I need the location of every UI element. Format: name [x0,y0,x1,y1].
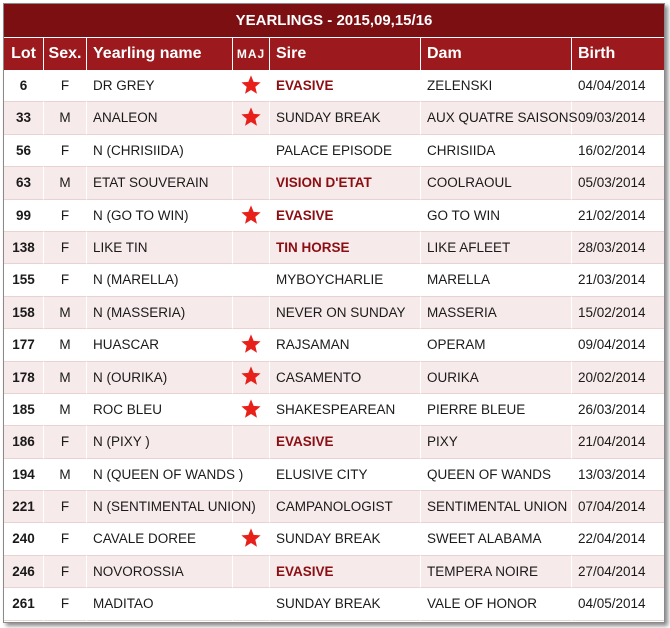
cell-sex-text: M [59,110,71,126]
cell-sex-text: M [59,401,71,417]
cell-lot [4,329,44,361]
table-row [4,135,664,167]
cell-lot-text: 138 [12,239,35,255]
cell-yearling-name-text: N (MARELLA) [93,272,179,288]
cell-lot [4,362,44,394]
table-row [4,426,664,458]
table-row [4,200,664,232]
cell-dam-text: QUEEN OF WANDS [427,466,552,482]
cell-yearling-name [87,329,233,361]
cell-birth [572,297,664,329]
cell-dam [421,329,572,361]
header-dam: Dam [421,38,572,70]
cell-yearling-name [87,426,233,458]
cell-birth-text: 04/04/2014 [578,78,646,93]
cell-birth [572,264,664,296]
cell-sire [270,556,421,588]
cell-birth [572,523,664,555]
table-row [4,167,664,199]
cell-birth-text: 05/03/2014 [578,175,646,191]
cell-sex-text: F [60,531,70,547]
cell-dam [421,70,572,102]
star-icon [240,527,262,549]
cell-sire [270,264,421,296]
cell-dam [421,297,572,329]
cell-sex-text: F [60,78,70,93]
cell-dam [421,264,572,296]
cell-lot [4,523,44,555]
cell-dam-text: ZELENSKI [427,78,493,93]
header-maj: MAJ [233,38,270,70]
cell-sex-text: F [60,499,70,515]
cell-sex-text: F [60,563,70,579]
table-row [4,329,664,361]
table-row [4,556,664,588]
header-sex: Sex. [44,38,87,70]
table-row [4,232,664,264]
cell-sex-text: M [59,466,71,482]
cell-sex [44,491,87,523]
cell-sex-text: F [60,272,70,288]
cell-birth [572,329,664,361]
star-icon [240,106,262,128]
cell-maj [233,264,270,296]
table-row [4,588,664,620]
cell-maj [233,167,270,199]
cell-lot [4,102,44,134]
header-birth: Birth [578,45,616,62]
cell-maj [233,459,270,491]
cell-sire-text: SHAKESPEAREAN [276,401,396,417]
cell-maj [233,70,270,102]
cell-birth [572,394,664,426]
cell-dam [421,102,578,134]
table-row [4,70,664,102]
table-title: YEARLINGS - 2015,09,15/16 [4,4,664,38]
cell-yearling-name [87,200,233,232]
cell-yearling-name-text: MADITAO [93,596,154,612]
cell-yearling-name [87,167,233,199]
cell-birth-text: 26/03/2014 [578,401,646,417]
cell-birth [572,200,664,232]
cell-sire-text: EVASIVE [276,78,334,93]
cell-sire-text: SUNDAY BREAK [276,531,381,547]
cell-yearling-name [87,459,244,491]
cell-birth [572,362,664,394]
cell-lot [4,135,44,167]
cell-sex-text: F [60,596,70,612]
cell-birth [572,426,664,458]
cell-sire [270,523,421,555]
cell-lot-text: 178 [12,369,35,385]
cell-dam-text: LIKE AFLEET [427,239,511,255]
cell-lot-text: 240 [12,531,35,547]
cell-sex-text: M [59,369,71,385]
cell-sire-text: ELUSIVE CITY [276,466,368,482]
cell-dam-text: MASSERIA [427,304,497,320]
cell-dam-text: COOLRAOUL [427,175,512,191]
cell-lot-text: 221 [12,499,35,515]
cell-dam-text: GO TO WIN [427,207,501,223]
cell-lot-text: 158 [12,304,35,320]
yearlings-table [3,3,665,623]
cell-sex [44,102,87,134]
star-icon [240,333,262,355]
cell-maj [233,394,270,426]
cell-sire [270,135,421,167]
cell-lot [4,264,44,296]
cell-sire-text: EVASIVE [276,563,334,579]
cell-sex [44,135,87,167]
cell-sex [44,200,87,232]
cell-dam-text: PIERRE BLEUE [427,401,526,417]
cell-lot [4,70,44,102]
cell-sire-text: EVASIVE [276,207,334,223]
cell-sex [44,426,87,458]
cell-yearling-name [87,523,233,555]
table-row [4,362,664,394]
cell-birth-text: 28/03/2014 [578,239,646,255]
cell-sex-text: F [60,239,70,255]
cell-sex [44,588,87,620]
cell-yearling-name [87,70,233,102]
cell-sex-text: M [59,337,71,353]
cell-sire [270,232,421,264]
cell-dam-text: CHRISIIDA [427,142,496,158]
cell-maj [233,102,270,134]
cell-sex [44,394,87,426]
cell-birth [572,135,664,167]
cell-dam [421,167,572,199]
cell-lot-text: 177 [12,337,35,353]
cell-sire-text: RAJSAMAN [276,337,350,353]
cell-birth [572,491,664,523]
table-row [4,264,664,296]
star-icon [240,365,262,387]
cell-birth [572,556,664,588]
cell-sex-text: F [60,434,70,450]
cell-sire [270,394,421,426]
cell-dam-text: AUX QUATRE SAISONS [427,110,578,126]
cell-yearling-name-text: LIKE TIN [93,239,148,255]
cell-maj [233,329,270,361]
cell-yearling-name-text: DR GREY [93,78,155,93]
cell-dam-text: OURIKA [427,369,479,385]
cell-sire-text: CAMPANOLOGIST [276,499,393,515]
cell-yearling-name-text: N (CHRISIIDA) [93,142,184,158]
cell-sire-text: NEVER ON SUNDAY [276,304,406,320]
cell-yearling-name [87,297,233,329]
cell-sire-text: SUNDAY BREAK [276,596,381,612]
cell-sire [270,491,421,523]
cell-yearling-name [87,362,233,394]
cell-lot-text: 185 [12,401,35,417]
cell-lot-text: 99 [15,207,32,223]
cell-birth [572,232,664,264]
cell-birth-text: 07/04/2014 [578,499,646,515]
cell-dam [421,135,572,167]
cell-sex-text: M [59,175,71,191]
cell-dam [421,426,572,458]
cell-birth-text: 16/02/2014 [578,142,646,158]
cell-birth [572,70,664,102]
cell-sire [270,459,421,491]
cell-maj [233,588,270,620]
cell-lot [4,491,44,523]
cell-birth [572,588,664,620]
cell-maj [233,523,270,555]
cell-sex-text: M [59,304,71,320]
cell-sire [270,297,421,329]
cell-lot-text: 261 [12,596,35,612]
cell-yearling-name-text: NOVOROSSIA [93,563,184,579]
cell-sex-text: F [60,142,70,158]
cell-yearling-name [87,588,233,620]
cell-maj [233,200,270,232]
cell-dam [421,232,572,264]
cell-sire-text: TIN HORSE [276,239,350,255]
cell-lot [4,200,44,232]
table-row [4,459,664,491]
cell-yearling-name-text: HUASCAR [93,337,160,353]
cell-sire [270,167,421,199]
cell-birth [572,102,664,134]
cell-sire [270,70,421,102]
cell-birth-text: 09/04/2014 [578,337,646,353]
table-row [4,297,664,329]
cell-dam-text: MARELLA [427,272,491,288]
cell-dam-text: SWEET ALABAMA [427,531,542,547]
cell-yearling-name-text: ANALEON [93,110,158,126]
table-row [4,491,664,523]
cell-lot-text: 6 [19,78,28,93]
table-row [4,102,664,134]
cell-dam [421,523,572,555]
header-yearling-name: Yearling name [87,38,233,70]
cell-sex [44,362,87,394]
cell-maj [233,556,270,588]
cell-sire-text: SUNDAY BREAK [276,110,381,126]
cell-sire-text: CASAMENTO [276,369,362,385]
cell-yearling-name [87,394,233,426]
cell-lot [4,394,44,426]
cell-yearling-name [87,102,233,134]
cell-lot [4,297,44,329]
cell-sex [44,556,87,588]
table-body [4,70,664,621]
star-icon [240,74,262,96]
cell-dam [421,459,572,491]
cell-yearling-name-text: N (OURIKA) [93,369,168,385]
cell-dam-text: PIXY [427,434,458,450]
cell-birth [572,167,664,199]
cell-yearling-name-text: N (MASSERIA) [93,304,186,320]
cell-birth-text: 27/04/2014 [578,563,646,579]
cell-yearling-name-text: N (SENTIMENTAL UNION) [93,499,256,515]
cell-yearling-name-text: N (GO TO WIN) [93,207,189,223]
cell-dam [421,491,572,523]
cell-dam [421,556,572,588]
cell-lot-text: 155 [12,272,35,288]
cell-lot [4,556,44,588]
cell-sire [270,362,421,394]
cell-lot [4,459,44,491]
cell-sire-text: VISION D'ETAT [276,175,372,191]
cell-dam [421,588,572,620]
cell-yearling-name-text: ETAT SOUVERAIN [93,175,209,191]
cell-lot-text: 56 [15,142,32,158]
cell-sex [44,232,87,264]
cell-maj [233,135,270,167]
star-icon [240,204,262,226]
cell-yearling-name [87,135,233,167]
table-header [4,38,664,70]
cell-lot-text: 33 [15,110,32,126]
cell-sire-text: EVASIVE [276,434,334,450]
cell-birth-text: 21/03/2014 [578,272,646,288]
cell-sex [44,167,87,199]
table-row [4,523,664,555]
cell-maj [233,426,270,458]
cell-dam-text: TEMPERA NOIRE [427,563,539,579]
cell-yearling-name [87,491,256,523]
cell-sex [44,329,87,361]
cell-sex [44,264,87,296]
cell-yearling-name-text: CAVALE DOREE [93,531,197,547]
cell-birth-text: 15/02/2014 [578,304,646,320]
cell-yearling-name-text: N (PIXY ) [93,434,150,450]
cell-lot [4,588,44,620]
cell-sire-text: PALACE EPISODE [276,142,393,158]
cell-dam-text: SENTIMENTAL UNION [427,499,568,515]
cell-lot-text: 63 [15,175,32,191]
cell-birth-text: 21/02/2014 [578,207,646,223]
cell-lot-text: 194 [12,466,35,482]
cell-maj [233,232,270,264]
cell-dam [421,362,572,394]
table-row [4,394,664,426]
cell-sex [44,459,87,491]
cell-sire-text: MYBOYCHARLIE [276,272,384,288]
cell-lot [4,426,44,458]
cell-birth-text: 21/04/2014 [578,434,646,450]
cell-dam-text: OPERAM [427,337,486,353]
cell-lot-text: 246 [12,563,35,579]
cell-sex-text: F [60,207,70,223]
cell-lot [4,167,44,199]
header-sire: Sire [270,38,421,70]
cell-sire [270,426,421,458]
cell-yearling-name [87,232,233,264]
cell-sex [44,297,87,329]
cell-birth-text: 13/03/2014 [578,466,646,482]
cell-yearling-name [87,264,233,296]
cell-maj [233,362,270,394]
cell-sire [270,329,421,361]
cell-yearling-name-text: N (QUEEN OF WANDS ) [93,466,244,482]
cell-birth-text: 20/02/2014 [578,369,646,385]
cell-dam [421,200,572,232]
cell-sire [270,588,421,620]
cell-birth-text: 04/05/2014 [578,596,646,612]
cell-dam-text: VALE OF HONOR [427,596,538,612]
cell-lot-text: 186 [12,434,35,450]
cell-lot [4,232,44,264]
cell-birth-text: 22/04/2014 [578,531,646,547]
cell-maj [233,491,270,523]
cell-yearling-name [87,556,233,588]
header-lot: Lot [4,38,44,70]
cell-yearling-name-text: ROC BLEU [93,401,163,417]
cell-sire [270,102,421,134]
cell-birth [572,459,664,491]
cell-maj [233,297,270,329]
star-icon [240,398,262,420]
cell-dam [421,394,572,426]
cell-sex [44,523,87,555]
cell-sex [44,70,87,102]
cell-sire [270,200,421,232]
cell-birth-text: 09/03/2014 [578,110,646,126]
